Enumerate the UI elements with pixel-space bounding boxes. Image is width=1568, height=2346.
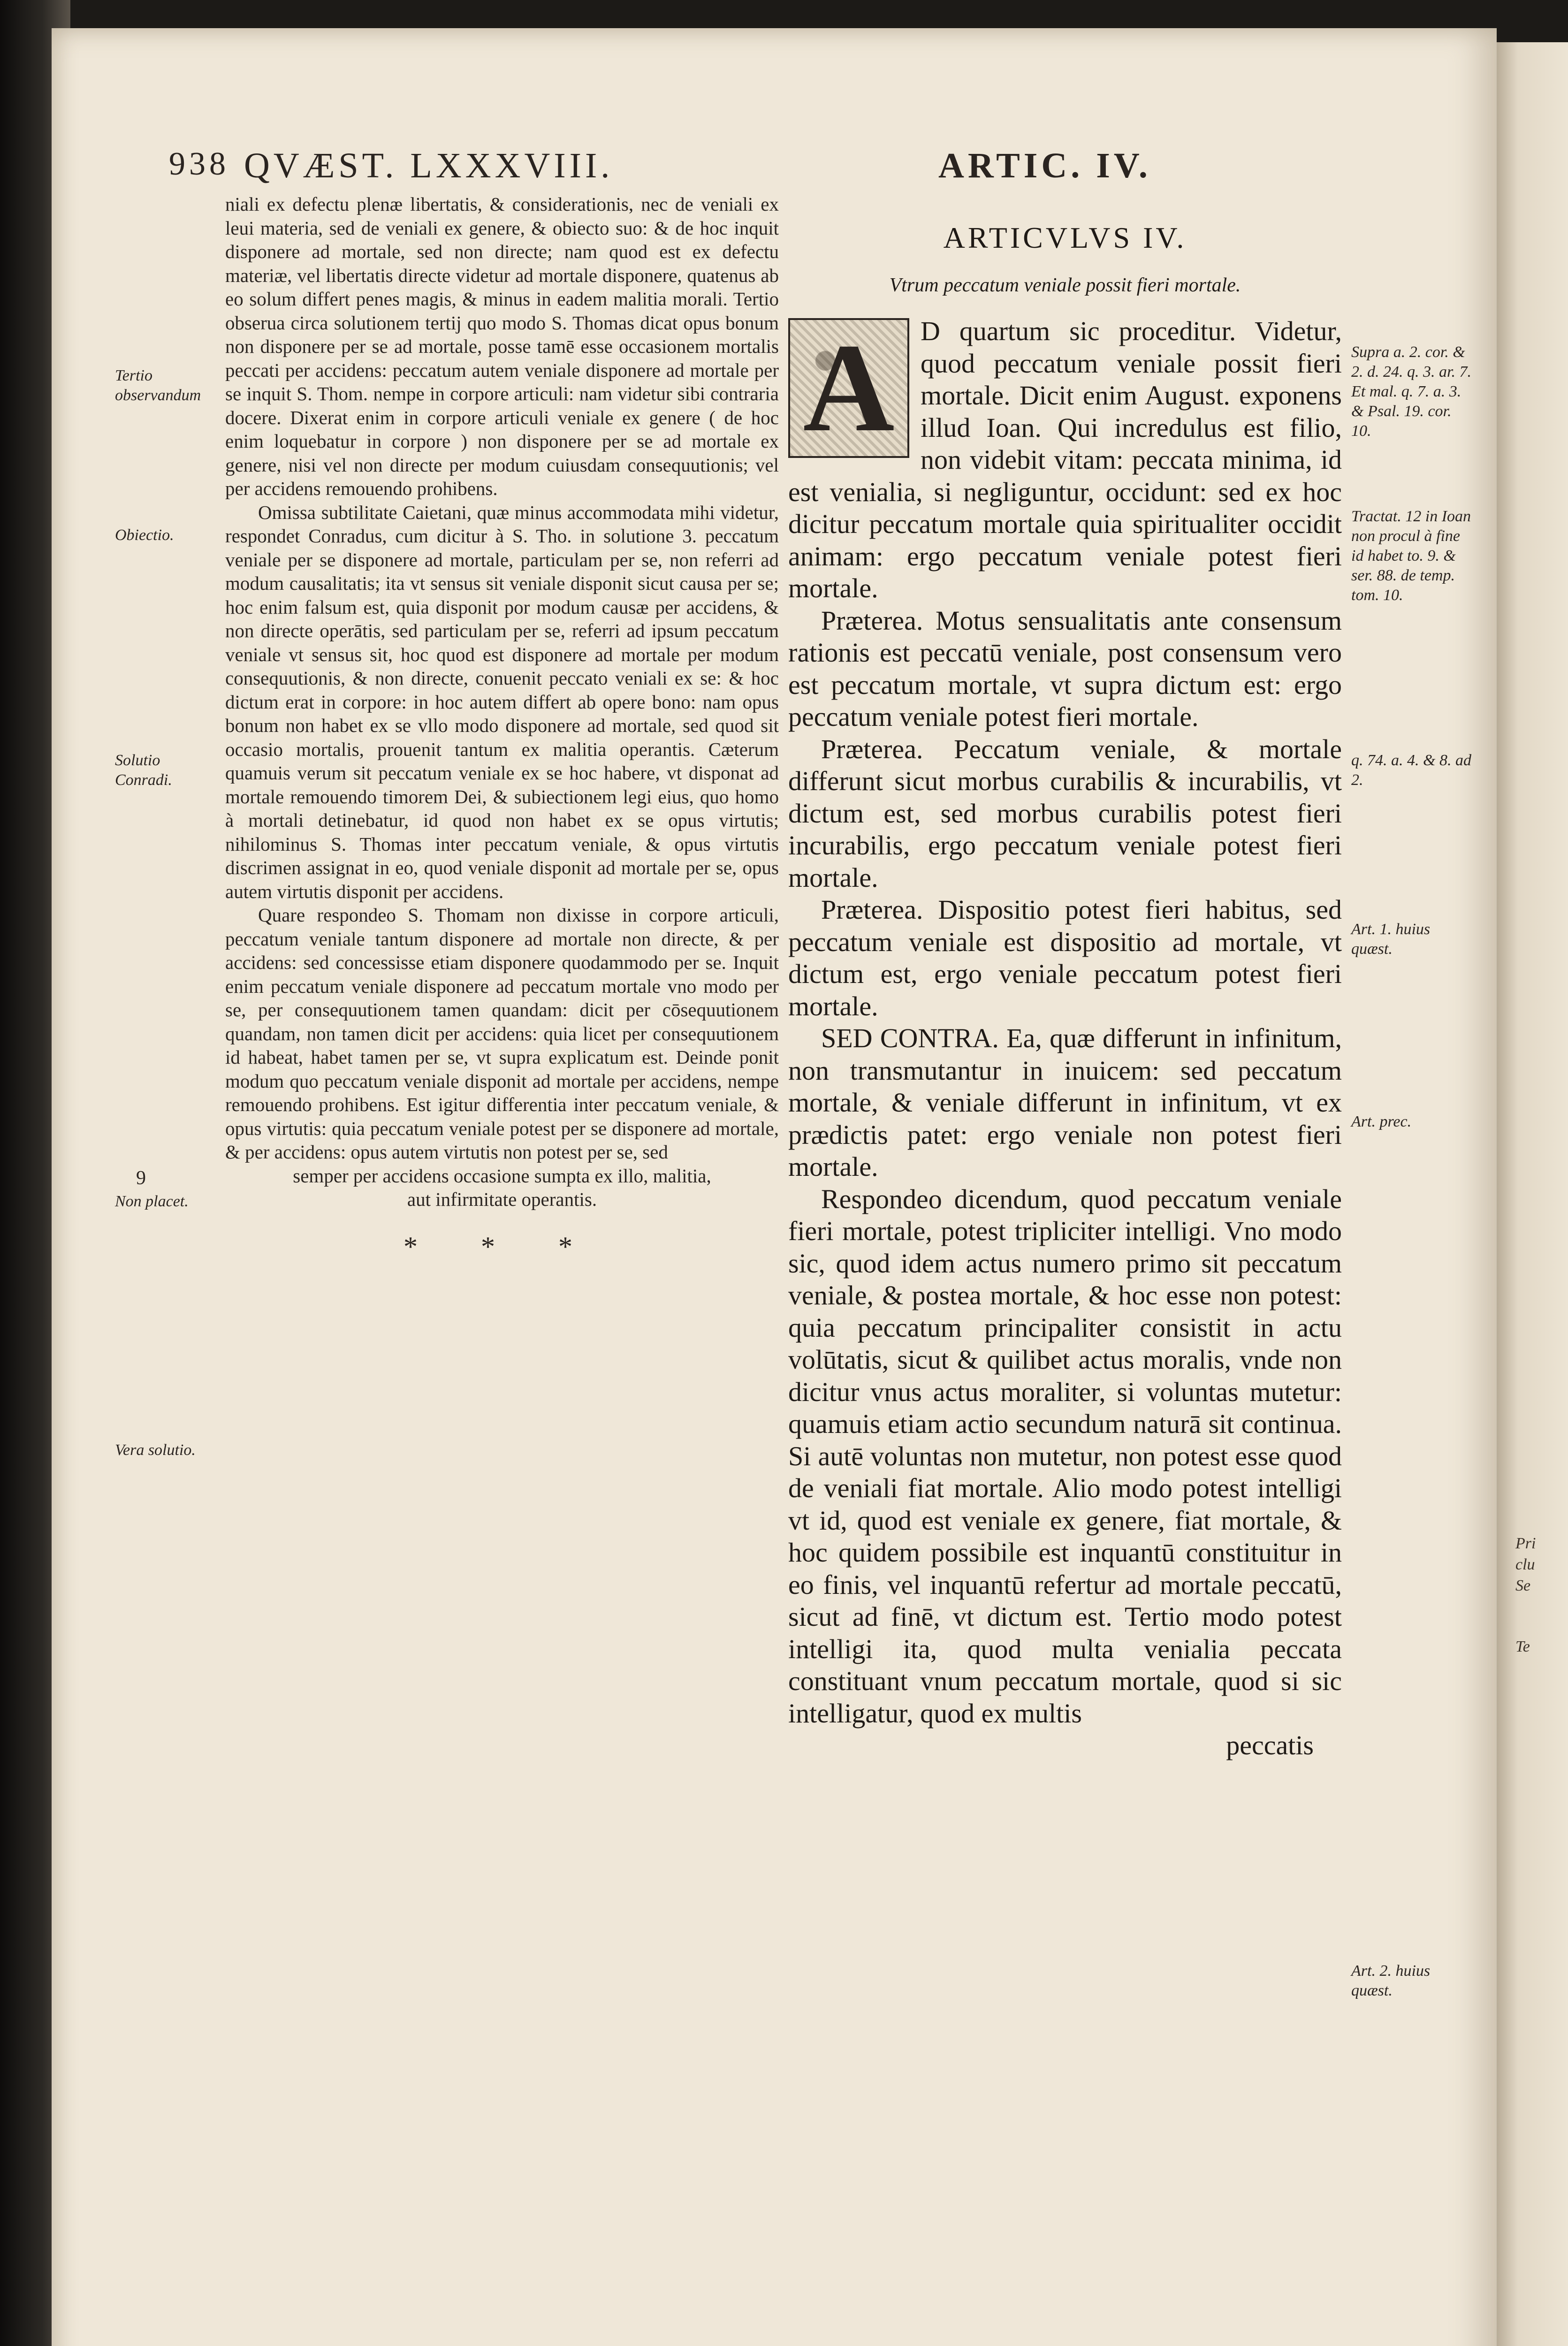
facing-fragment: Te	[1515, 1638, 1530, 1655]
catchword: peccatis	[1226, 1730, 1314, 1760]
left-paragraph: niali ex defectu plenæ libertatis, & considerationis, nec de veniali ex leui materia, sed de veniali ex genere, & obiecto suo: & de hoc inquit disponere ad mortale, sed non directe; nam quod est ex defectu materiæ, vel libertatis directe videtur ad mortale disponere, quatenus ab eo solum differt penes magis, & minus in eadem malitia morali. Tertio obserua circa solutionem tertij quo modo S. Thomas dicat opus bonum non disponere per se ad mortale, posse tamē esse occasionem mortalis peccati per accidens: peccatum autem veniale disponere ad mortale per se inquit S. Thom. nempe in corpore articuli: nam videtur sibi contraria docere. Dixerat enim in corpore articuli veniale ex genere ( de hoc enim loquebatur in corpore ) non disponere per se ad mortale ex genere, nisi vel non directe per modum cuiusdam consequutionis; vel per accidens remouendo prohibens.	[225, 193, 779, 499]
left-paragraph: Omissa subtilitate Caietani, quæ minus accommodata mihi videtur, respondet Conradus, cum dicitur à S. Tho. in solutione 3. peccatum veniale per se disponere ad mortale, particulam per se, non referri ad modum causalitatis; ita vt sensus sit veniale disponit sicut causa per se; hoc enim falsum est, quia disponit por modum causæ per accidens, & non directe operātis, sed particulam per se, referri ad ipsum peccatum veniale vt sensus sit, hoc quod est disponere ad mortale per modum consequutionis, & non directe, conuenit peccato veniali ex se: & hoc dictum erat in corpore: in hoc autem differt ab opere bono: nam opus bonum non habet ex se vllo modo disponere ad mortale, sed quod sit occasio mortalis, prouenit tantum ex malitia operantis. Cæterum quamuis verum sit peccatum veniale ex se hoc habere, vt disponat ad mortale remouendo timorem Dei, & subiectionem legi eius, quo homo à mortali detinebatur, id quod non habet ex se opus virtutis; nihilominus S. Thomas inter peccatum veniale, & opus virtutis discrimen assignat in eo, quod veniale disponit ad mortale per se, opus autem virtutis disponit per accidens.	[225, 501, 779, 902]
margin-number: 9	[136, 1167, 146, 1189]
margin-note-solutio: Solutio Conradi.	[115, 752, 172, 789]
article-title: ARTICVLVS IV.	[943, 221, 1187, 254]
margin-note-tractat: Tractat. 12 in Ioan non procul à fine id habet to. 9. & ser. 88. de temp. tom. 10.	[1351, 508, 1471, 604]
margin-note-art2: Art. 2. huius quæst.	[1351, 1962, 1431, 1999]
margin-note-obiectio: Obiectio.	[115, 526, 174, 544]
left-paragraph: Quare respondeo S. Thomam non dixisse in corpore articuli, peccatum veniale tantum disponere ad mortale non directe, & per accidens: sed concessisse etiam disponere quodammodo per se. Inquit enim peccatum veniale disponere ad peccatum mortale vno modo per se, per consequutionem tamen quandam: dicit per cōsequutionem quandam, non tamen dicit per accidens: quia licet per consequutionem id habeat, habet tamen per se, vt supra explicatum est. Deinde ponit modum quo peccatum veniale disponit ad mortale per accidens, nempe remouendo prohibens. Est igitur differentia inter peccatum veniale, & opus virtutis: quia peccatum veniale potest per se disponere ad mortale, & per accidens: opus autem virtutis non potest per se, sed	[225, 904, 779, 1163]
facing-fragment: Se	[1515, 1577, 1531, 1594]
right-paragraph: Præterea. Motus sensualitatis ante consensum rationis est peccatū veniale, post consensum vero est peccatum mortale, vt supra dictum est: ergo peccatum veniale potest fieri mortale.	[788, 605, 1342, 732]
facing-fragment: clu	[1515, 1556, 1535, 1573]
right-column	[788, 192, 1342, 1762]
margin-note-non-placet: Non placet.	[115, 1193, 189, 1210]
running-head-articulus: ARTIC. IV.	[938, 146, 1151, 185]
decorated-initial	[788, 318, 909, 458]
ornament-stars: * * *	[403, 1231, 601, 1262]
margin-note-q74: q. 74. a. 4. & 8. ad 2.	[1351, 752, 1471, 789]
right-paragraph: Præterea. Peccatum veniale, & mortale differunt sicut morbus curabilis & incurabilis, vt dictum est, sed morbus curabilis potest fieri incurabilis, ergo peccatum veniale potest fieri mortale.	[788, 733, 1342, 893]
margin-note-supra: Supra a. 2. cor. & 2. d. 24. q. 3. ar. 7. Et mal. q. 7. a. 3. & Psal. 19. cor. 10.	[1351, 343, 1471, 440]
margin-note-art1: Art. 1. huius quæst.	[1351, 921, 1431, 958]
right-paragraph: SED CONTRA. Ea, quæ differunt in infinitum, non transmutantur in inuicem: sed peccatum mortale, & veniale differunt in infinitum, vt ex prædictis patet: ergo veniale non potest fieri mortale.	[788, 1023, 1342, 1182]
margin-note-tertio: Tertio observandum	[115, 367, 201, 404]
article-body	[788, 315, 1342, 1762]
running-head-quaestio: QVÆST. LXXXVIII.	[244, 146, 614, 185]
facing-page-edge	[1497, 42, 1568, 2346]
margin-note-art-prec: Art. prec.	[1351, 1113, 1412, 1130]
left-column	[225, 192, 779, 1263]
initial-letter: A	[803, 318, 895, 458]
right-paragraph: Respondeo dicendum, quod peccatum veniale fieri mortale, potest tripliciter intelligi. Vno modo sic, quod idem actus numero primo sit peccatum veniale, & postea mortale, & hoc esse non potest: quia peccatum principaliter consistit in actu volūtatis, sicut & quilibet actus moralis, vnde non dicitur vnus actus moraliter, si voluntas mutetur: quamuis etiam actio secundum naturā sit continua. Si autē voluntas non mutetur, non potest esse quod de veniali fiat mortale. Alio modo potest intelligi vt id, quod est veniale ex genere, fiat mortale, & hoc quidem possibile est inquantū constituitur in eo finis, vel inquantū refertur ad mortale peccatū, sicut ad finē, vt dictum est. Tertio modo potest intelligi ita, quod multa venialia peccata constituant vnum peccatum mortale, quod si sic intelligatur, quod ex multis	[788, 1183, 1342, 1729]
right-paragraph: D quartum sic proceditur. Videtur, quod peccatum veniale possit fieri mortale. Dicit enim August. exponens illud Ioan. Qui incredulus est filio, non videbit vitam: peccata minima, id est venialia, si negliguntur, occidunt: sed ex hoc dicitur peccatum mortale quia spiritualiter occidit animam: ergo peccatum veniale potest fieri mortale.	[788, 316, 1342, 603]
article-question: Vtrum peccatum veniale possit fieri mortale.	[889, 274, 1241, 296]
margin-note-vera-solutio: Vera solutio.	[115, 1441, 196, 1459]
facing-fragment: Pri	[1515, 1535, 1536, 1552]
right-paragraph: Præterea. Dispositio potest fieri habitus, sed peccatum veniale est dispositio ad mortale, vt dictum est, ergo veniale peccatum potest fieri mortale.	[788, 894, 1342, 1021]
left-ending: semper per accidens occasione sumpta ex illo, malitia, aut infirmitate operantis.	[293, 1165, 711, 1210]
page-number: 938	[169, 146, 229, 182]
